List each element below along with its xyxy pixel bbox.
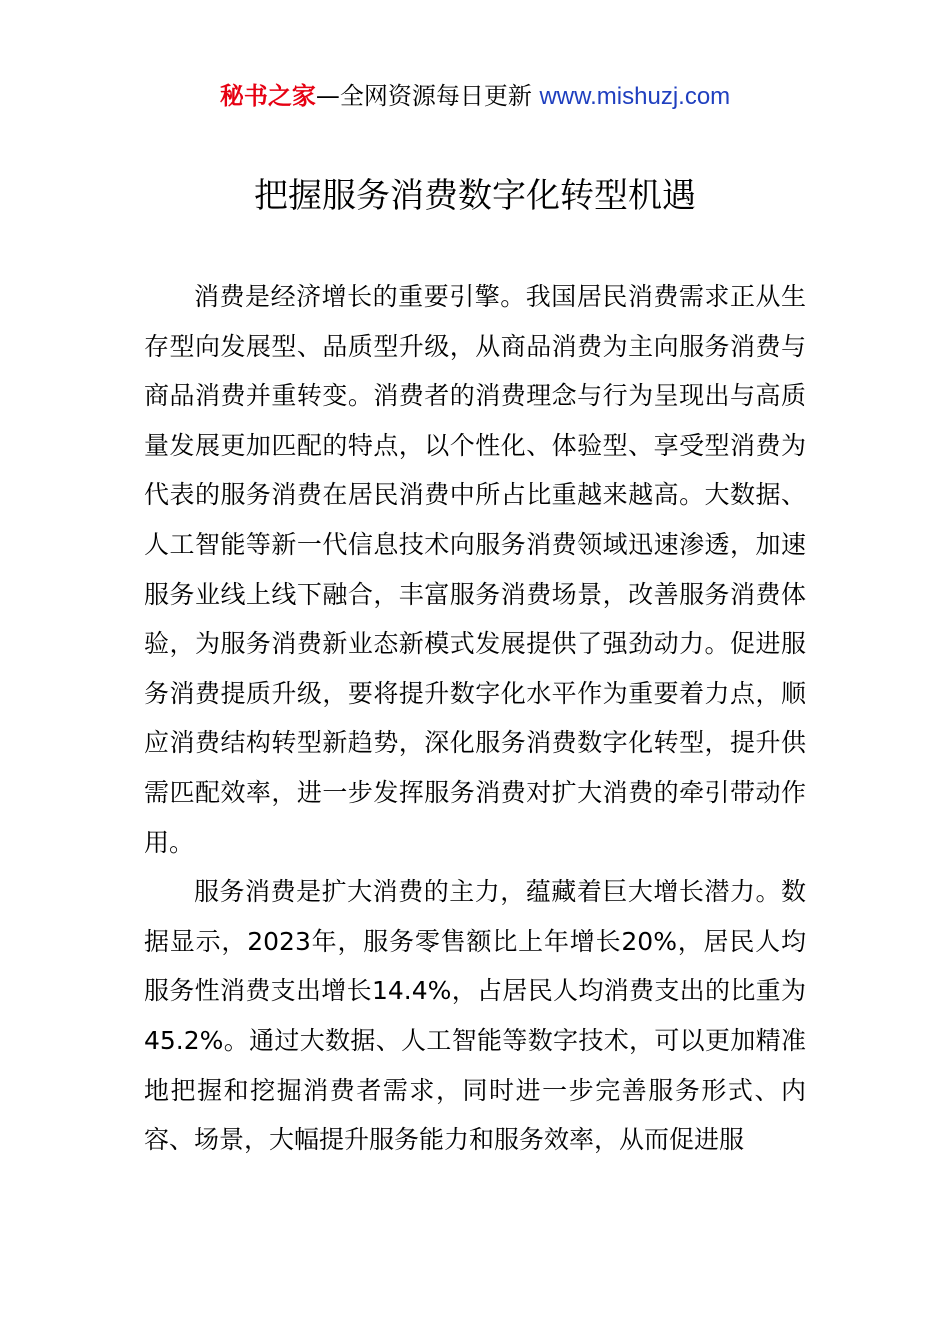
header-tagline: —全网资源每日更新 [315,82,532,110]
document-body [144,272,806,1165]
paragraph-1: 消费是经济增长的重要引擎。我国居民消费需求正从生存型向发展型、品质型升级，从商品消费为主向服务消费与商品消费并重转变。消费者的消费理念与行为呈现出与高质量发展更加匹配的特点，以个性化、体验型、享受型消费为代表的服务消费在居民消费中所占比重越来越高。大数据、人工智能等新一代信息技术向服务消费领域迅速渗透，加速服务业线上线下融合，丰富服务消费场景，改善服务消费体验，为服务消费新业态新模式发展提供了强劲动力。促进服务消费提质升级，要将提升数字化水平作为重要着力点，顺应消费结构转型新趋势，深化服务消费数字化转型，提升供需匹配效率，进一步发挥服务消费对扩大消费的牵引带动作用。 [144,282,806,857]
site-header [0,80,950,113]
site-url-link[interactable]: www.mishuzj.com [539,83,731,110]
document-title: 把握服务消费数字化转型机遇 [254,176,696,216]
brand-name: 秘书之家 [219,82,316,110]
paragraph-2: 服务消费是扩大消费的主力，蕴藏着巨大增长潜力。数据显示，2023年，服务零售额比上年增长20%，居民人均服务性消费支出增长14.4%，占居民人均消费支出的比重为45.2%。通过大数据、人工智能等数字技术，可以更加精准地把握和挖掘消费者需求，同时进一步完善服务形式、内容、场景，大幅提升服务能力和服务效率，从而促进服 [144,877,806,1155]
